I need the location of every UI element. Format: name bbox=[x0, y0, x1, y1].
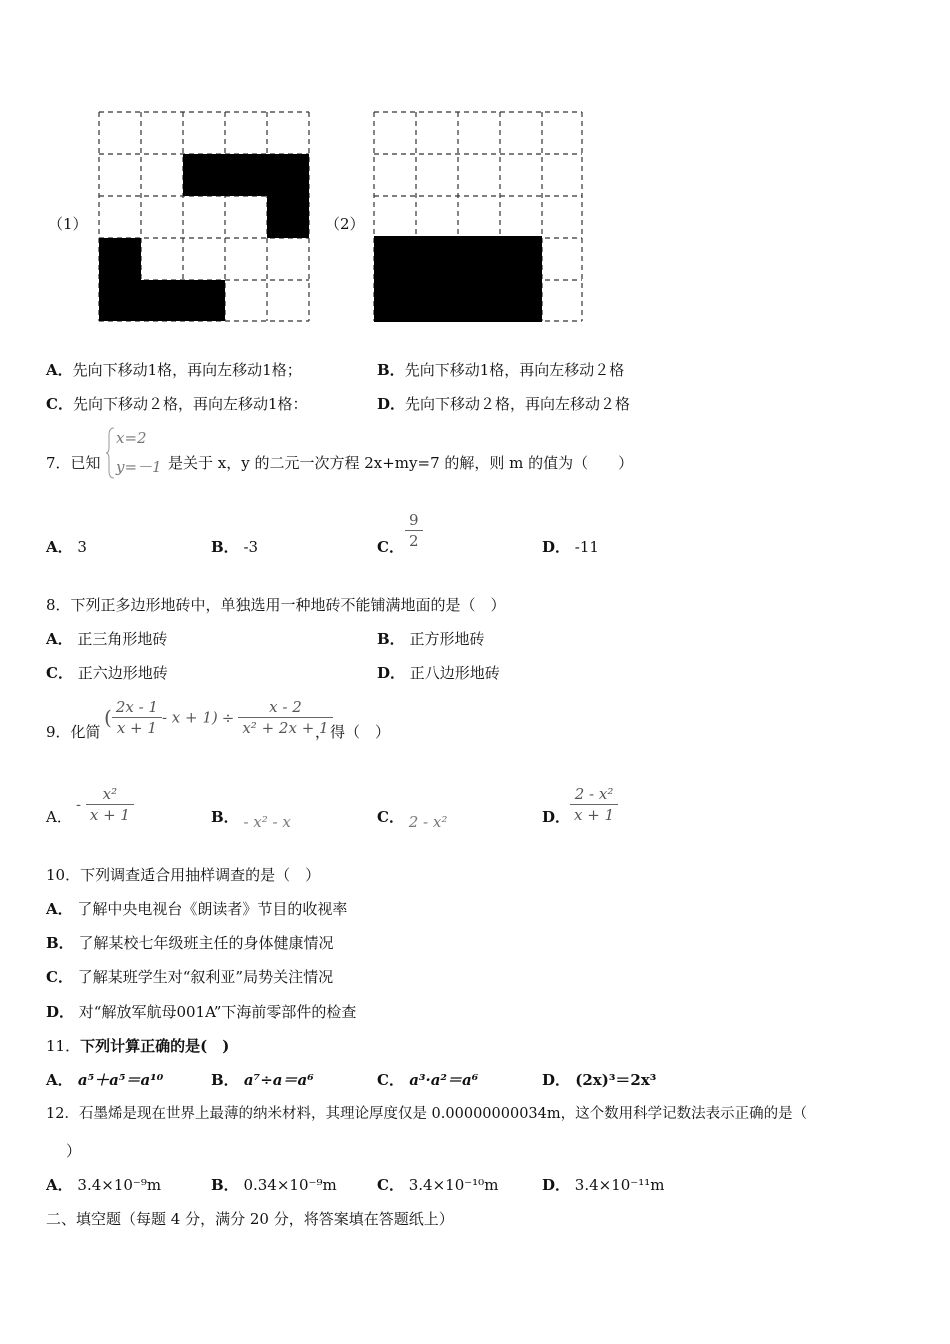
q7-system-x: x=2 bbox=[116, 429, 147, 447]
q12-option-b: B． 0.34×10⁻⁹m bbox=[211, 1176, 337, 1194]
q7-option-c: C． bbox=[377, 538, 404, 556]
q9-expression: ( $\frac{2x - 1}{x + 1}$ - x + 1) ÷ $\frac{x - 2}{\text{x² + 2x + 1}}$ bbox=[104, 697, 333, 738]
q9-middle-term: - x + 1) bbox=[161, 708, 218, 727]
q9-option-a-value: - $\frac{\text{x²}}{x + 1}$ bbox=[76, 784, 134, 825]
q12-option-a: A． 3.4×10⁻⁹m bbox=[46, 1176, 162, 1194]
q11-option-b: B． a⁷÷a＝a⁶ bbox=[211, 1071, 314, 1089]
q7-question-text: 是关于 x，y 的二元一次方程 2x+my=7 的解，则 m 的值为（ ） bbox=[168, 454, 634, 472]
q8-question-text: 8．下列正多边形地砖中，单独选用一种地砖不能铺满地面的是（ ） bbox=[46, 596, 506, 614]
q11-option-c: C． a³·a²＝a⁶ bbox=[377, 1071, 479, 1089]
q6-option-b: B．先向下移动1格，再向左移动２格 bbox=[377, 361, 625, 379]
q9-fraction1-denominator: x + 1 bbox=[116, 719, 157, 737]
q10-question-text: 10．下列调查适合用抽样调查的是（ ） bbox=[46, 866, 321, 884]
q9-prefix: 9．化简 bbox=[46, 723, 101, 741]
q9-option-a-letter: A． bbox=[46, 808, 72, 826]
q7-system-y: y=－1 bbox=[116, 458, 162, 476]
grid-figure-1 bbox=[96, 110, 312, 324]
q11-option-d: D． (2x)³＝2x³ bbox=[542, 1071, 657, 1089]
figure-label-2: （2） bbox=[325, 215, 365, 233]
q9-fraction2-denominator: x² + 2x + 1 bbox=[242, 719, 329, 737]
q12-option-d: D． 3.4×10⁻¹¹m bbox=[542, 1176, 665, 1194]
q7-option-a: A． 3 bbox=[46, 538, 87, 556]
q7-option-b: B． -3 bbox=[211, 538, 259, 556]
q10-option-b: B． 了解某校七年级班主任的身体健康情况 bbox=[46, 934, 334, 952]
section-heading-fill-in: 二、填空题（每题 4 分，满分 20 分，将答案填在答题纸上） bbox=[46, 1210, 454, 1228]
q12-question-line2: ） bbox=[66, 1142, 82, 1160]
q8-option-a: A． 正三角形地砖 bbox=[46, 630, 168, 648]
q6-option-c: C．先向下移动２格，再向左移动1格： bbox=[46, 395, 308, 413]
q9-suffix: ，得（ ） bbox=[315, 723, 391, 741]
q9-option-c: C． 2 - x² bbox=[377, 808, 448, 831]
q10-option-d: D． 对“解放军航母001A”下海前零部件的检查 bbox=[46, 1003, 357, 1021]
q6-option-d: D．先向下移动２格，再向左移动２格 bbox=[377, 395, 631, 413]
q9-fraction1-numerator: 2x - 1 bbox=[112, 697, 162, 718]
grid-figure-2 bbox=[371, 110, 587, 324]
q6-option-a: A．先向下移动1格，再向左移动1格； bbox=[46, 361, 302, 379]
q8-option-b: B． 正方形地砖 bbox=[377, 630, 485, 648]
q9-option-d-fraction: $\frac{\text{2 - x²}}{x + 1}$ bbox=[570, 784, 618, 825]
system-brace bbox=[106, 427, 116, 479]
q7-prefix: 7．已知 bbox=[46, 454, 101, 472]
q7-option-c-fraction: $\frac{9}{2}$ bbox=[405, 510, 423, 551]
q9-fraction2-numerator: x - 2 bbox=[238, 697, 332, 718]
q9-option-b: B． - x² - x bbox=[211, 808, 291, 831]
figure-label-1: （1） bbox=[48, 215, 88, 233]
q11-question-text: 11．下列计算正确的是( ) bbox=[46, 1037, 230, 1055]
q10-option-a: A． 了解中央电视台《朗读者》节目的收视率 bbox=[46, 900, 348, 918]
q7-option-d: D． -11 bbox=[542, 538, 599, 556]
q9-option-d-letter: D． bbox=[542, 808, 571, 826]
q8-option-c: C． 正六边形地砖 bbox=[46, 664, 168, 682]
q11-option-a: A． a⁵＋a⁵＝a¹⁰ bbox=[46, 1071, 164, 1089]
q10-option-c: C． 了解某班学生对“叙利亚”局势关注情况 bbox=[46, 968, 334, 986]
q8-option-d: D． 正八边形地砖 bbox=[377, 664, 500, 682]
q12-option-c: C． 3.4×10⁻¹⁰m bbox=[377, 1176, 499, 1194]
q12-question-line1: 12．石墨烯是现在世界上最薄的纳米材料，其理论厚度仅是 0.00000000034m，这个数用科学记数法表示正确的是（ bbox=[46, 1106, 808, 1122]
